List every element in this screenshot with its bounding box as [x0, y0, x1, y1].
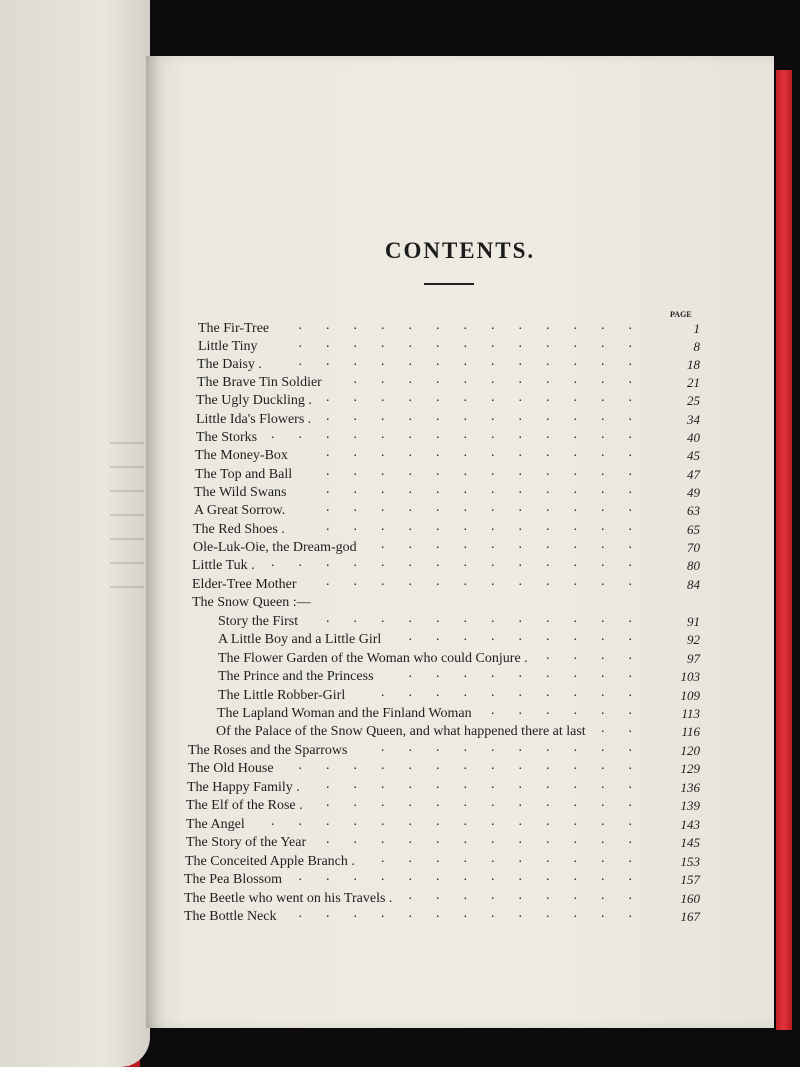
leader-dots: .............	[298, 906, 656, 921]
leader-dots: ............	[326, 574, 656, 589]
leader-dots: .............	[298, 869, 656, 884]
leader-dots: .........	[408, 629, 656, 644]
toc-entry-page: 40	[687, 430, 700, 445]
contents-page	[146, 56, 774, 1028]
toc-entry-title: The Wild Swans	[194, 485, 287, 500]
toc-entry-page: 91	[687, 614, 700, 629]
toc-entry-page: 167	[680, 909, 700, 924]
leader-dots: .........	[408, 888, 656, 903]
toc-entry-page: 160	[680, 891, 700, 906]
toc-entry-page: 84	[687, 577, 700, 592]
toc-entry-title: Ole-Luk-Oie, the Dream-god	[193, 540, 357, 555]
bleed-through-text	[110, 420, 150, 680]
toc-entry-title: The Top and Ball	[195, 467, 293, 482]
leader-dots: ............	[326, 482, 656, 497]
book-cover-right	[776, 70, 792, 1030]
toc-entry-title: The Fir-Tree	[198, 321, 270, 336]
leader-dots: ...........	[353, 372, 656, 387]
toc-entry-page: 153	[680, 854, 700, 869]
leader-dots: ............	[326, 464, 656, 479]
toc-entry-page: 120	[680, 743, 700, 758]
leader-dots: ....	[546, 648, 656, 663]
toc-entry-page: 113	[681, 706, 700, 721]
toc-entry-page: 18	[687, 357, 700, 372]
toc-entry-title: The Conceited Apple Branch .	[185, 854, 355, 869]
leader-dots: ..........	[381, 685, 656, 700]
toc-entry-title: Little Tiny	[198, 339, 258, 354]
toc-entry-title: The Flower Garden of the Woman who could Conjure .	[218, 651, 528, 666]
toc-entry-page: 116	[681, 724, 700, 739]
toc-entry-page: 92	[687, 632, 700, 647]
toc-entry-title: The Prince and the Princess	[218, 669, 374, 684]
toc-entry-page: 70	[687, 540, 700, 555]
leader-dots: .............	[298, 354, 656, 369]
leader-dots: ............	[326, 390, 656, 405]
leader-dots: ............	[326, 445, 656, 460]
toc-entry-title: Elder-Tree Mother	[192, 577, 297, 592]
toc-entry-page: 109	[680, 688, 700, 703]
toc-entry-title: The Angel	[186, 817, 245, 832]
leader-dots: ............	[326, 409, 656, 424]
toc-entry-page: 97	[687, 651, 700, 666]
leader-dots: ..........	[381, 851, 656, 866]
leader-dots: ............	[326, 832, 656, 847]
page-column-label: PAGE	[670, 310, 692, 319]
leader-dots: .............	[298, 758, 656, 773]
toc-entry-page: 63	[687, 503, 700, 518]
toc-entry-page: 49	[687, 485, 700, 500]
leader-dots: ..............	[271, 427, 656, 442]
toc-entry-title: Of the Palace of the Snow Queen, and what happened there at last	[216, 724, 586, 739]
leader-dots: ..............	[271, 555, 656, 570]
toc-entry-title: The Story of the Year	[186, 835, 307, 850]
leader-dots: .............	[298, 318, 656, 333]
toc-entry-title: The Brave Tin Soldier	[197, 375, 322, 390]
toc-entry-page: 65	[687, 522, 700, 537]
toc-entry-title: A Great Sorrow.	[194, 503, 286, 518]
page-title: CONTENTS.	[384, 238, 536, 263]
leader-dots: ..............	[271, 814, 656, 829]
toc-entry-page: 103	[680, 669, 700, 684]
leader-dots: ......	[491, 703, 656, 718]
leader-dots: ............	[326, 795, 656, 810]
left-page	[0, 0, 150, 1067]
leader-dots: ..........	[381, 537, 656, 552]
toc-entry	[146, 906, 706, 927]
toc-entry-page: 145	[680, 835, 700, 850]
toc-entry-page: 21	[687, 375, 700, 390]
toc-entry-title: The Little Robber-Girl	[218, 688, 346, 703]
toc-entry-title: The Ugly Duckling .	[196, 393, 312, 408]
toc-entry-page: 25	[687, 393, 700, 408]
toc-entry-title: The Storks	[196, 430, 258, 445]
toc-entry-page: 34	[687, 412, 700, 427]
toc-entry-title: The Beetle who went on his Travels .	[184, 891, 393, 906]
toc-entry-page: 80	[687, 558, 700, 573]
toc-entry-page: 157	[680, 872, 700, 887]
leader-dots: .........	[408, 666, 656, 681]
leader-dots: ..........	[381, 740, 656, 755]
toc-entry-page: 136	[680, 780, 700, 795]
toc-entry-title: Little Ida's Flowers .	[196, 412, 312, 427]
leader-dots: ............	[326, 519, 656, 534]
toc-entry-title: A Little Boy and a Little Girl	[218, 632, 382, 647]
toc-entry-page: 1	[693, 321, 700, 336]
toc-entry-title: The Money-Box	[195, 448, 288, 463]
toc-entry-page: 47	[687, 467, 700, 482]
toc-entry-title: The Elf of the Rose .	[186, 798, 303, 813]
leader-dots: .............	[298, 336, 656, 351]
toc-entry-page: 129	[680, 761, 700, 776]
toc-entry-title: The Roses and the Sparrows	[188, 743, 348, 758]
toc-entry-title: Little Tuk .	[192, 558, 255, 573]
leader-dots: ............	[326, 500, 656, 515]
toc-entry	[146, 574, 706, 595]
toc-entry-page: 8	[693, 339, 700, 354]
toc-entry-page: 143	[680, 817, 700, 832]
toc-entry-title: The Red Shoes .	[193, 522, 285, 537]
toc-entry-page: 139	[680, 798, 700, 813]
toc-entry-title: The Daisy .	[197, 357, 262, 372]
toc-entry-title: The Bottle Neck	[184, 909, 277, 924]
leader-dots: ............	[326, 611, 656, 626]
toc-entry-title: The Pea Blossom	[184, 872, 282, 887]
leader-dots: ..	[601, 721, 656, 736]
toc-entry-page: 45	[687, 448, 700, 463]
toc-entry-title: The Old House	[188, 761, 274, 776]
toc-entry-title: The Happy Family .	[187, 780, 300, 795]
toc-entry-title: The Snow Queen :—	[192, 595, 311, 610]
title-rule	[424, 283, 474, 285]
toc-entry-title: The Lapland Woman and the Finland Woman	[217, 706, 472, 721]
toc-entry-title: Story the First	[218, 614, 299, 629]
leader-dots: ............	[326, 777, 656, 792]
